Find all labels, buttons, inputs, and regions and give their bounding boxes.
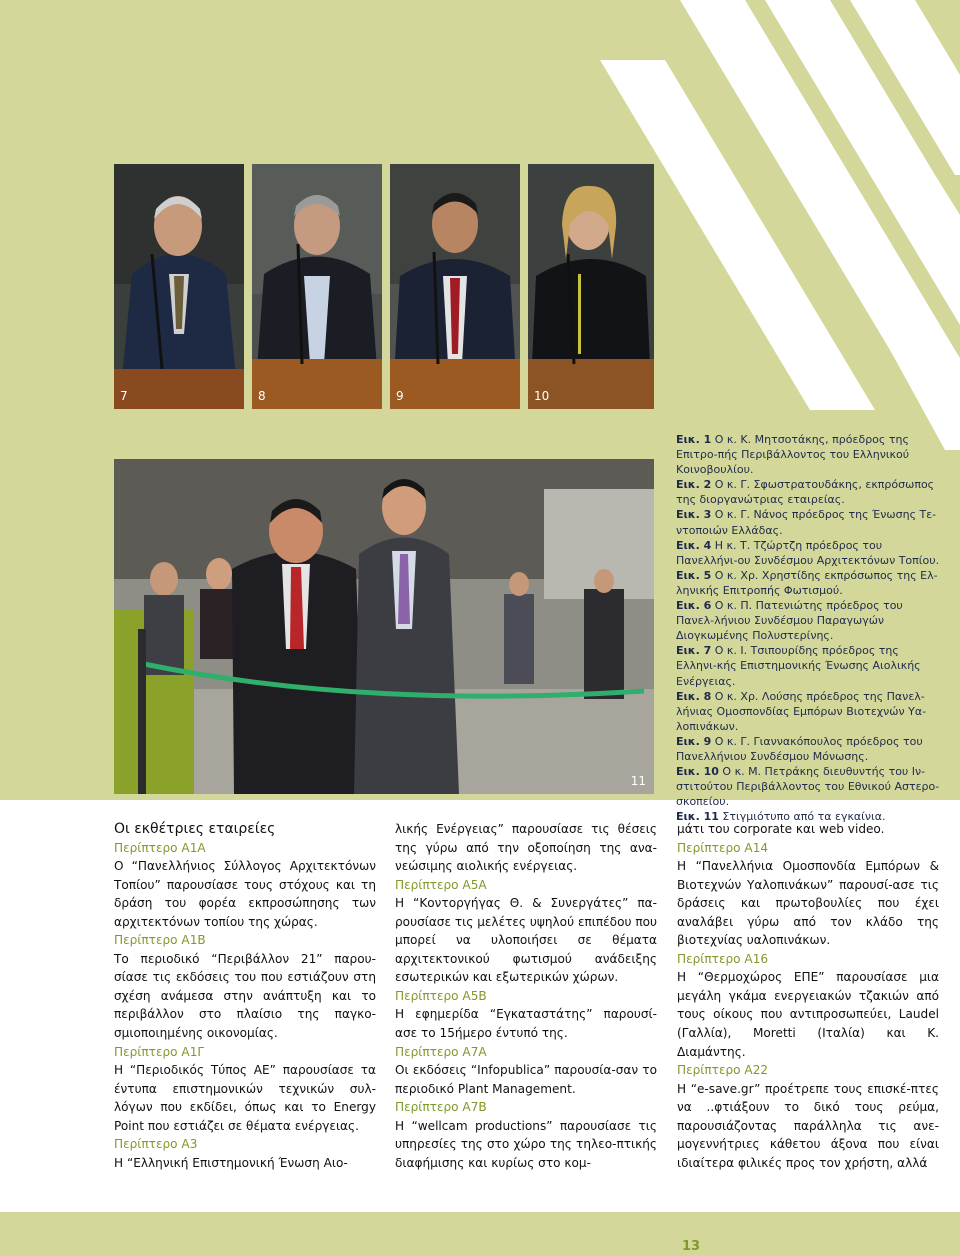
stand-heading: Περίπτερο Α5Β [395, 988, 487, 1003]
photo-speaker-8 [252, 164, 382, 409]
photo-number: 10 [534, 389, 550, 403]
caption-label: Εικ. 2 [676, 478, 712, 492]
caption-label: Εικ. 7 [676, 644, 712, 658]
photo-speaker-7 [114, 164, 244, 409]
caption-text: Ο κ. Γ. Σφωστρατουδάκης, εκπρόσωπος της διοργανώτριας εταιρείας. [676, 478, 935, 507]
article-column-1 [114, 820, 376, 1172]
paragraph: Το περιοδικό “Περιβάλλον 21” παρου-σίασε τις εκδόσεις του που εστιάζουν στη σχέση ανάμεσα στην ανάπτυξη και το περιβάλλον στο πλαίσιο της παγκο-σμιοποιημένης οικονομίας. [114, 951, 376, 1041]
caption-label: Εικ. 10 [676, 765, 719, 779]
page-number: 13 [682, 1239, 701, 1254]
stand-heading: Περίπτερο Α16 [677, 951, 769, 966]
caption [676, 734, 942, 764]
caption-label: Εικ. 3 [676, 508, 712, 522]
photo-number: 9 [396, 389, 404, 403]
photo-number: 11 [630, 774, 646, 788]
stand-heading: Περίπτερο Α3 [114, 1137, 198, 1152]
caption [676, 598, 942, 643]
caption-label: Εικ. 4 [676, 538, 712, 552]
caption [676, 689, 942, 734]
caption-label: Εικ. 6 [676, 599, 712, 613]
photo-number: 8 [258, 389, 266, 403]
caption-text: Ο κ. Χρ. Λούσης πρόεδρος της Πανελ-λήνιας Ομοσπονδίας Εμπόρων Βιοτεχνών Υα-λοπινάκων. [676, 689, 927, 733]
paragraph: Η “Θερμοχώρος ΕΠΕ” παρουσίασε μια μεγάλη γκάμα ενεργειακών τζακιών από τους οίκους που αντιπροσωπεύει, Laudel (Γαλλία), Moretti (Ιταλία) και Κ. Διαμάντης. [677, 970, 939, 1059]
caption [676, 432, 942, 477]
caption-label: Εικ. 5 [676, 568, 712, 582]
article-column-2 [395, 820, 657, 1172]
caption-text: Ο κ. Μ. Πετράκης διευθυντής του Ιν-στιτούτου Περιβάλλοντος του Εθνικού Αστερο-σκοπείου. [676, 765, 940, 809]
caption [676, 477, 942, 507]
paragraph: Ο “Πανελλήνιος Σύλλογος Αρχιτεκτόνων Τοπίου” παρουσίασε τους στόχους και τη δράση του φορέα εκπροσώπησης των αρχιτεκτόνων τοπίου της χώρας. [114, 859, 376, 929]
paragraph: Η “Περιοδικός Τύπος ΑΕ” παρουσίασε τα έντυπα επιστημονικών τεχνικών συλ-λόγων που εκδίδει, όπως και το Energy Point που εστιάζει σε θέματα ενέργειας. [114, 1063, 376, 1133]
stand-heading: Περίπτερο Α5Α [395, 877, 487, 892]
stand-heading: Περίπτερο Α1Α [114, 840, 206, 855]
caption-text: Ο κ. Γ. Γιαννακόπουλος πρόεδρος του Πανελλήνιου Συνδέσμου Μόνωσης. [676, 734, 923, 763]
photo-ribbon-cutting-11 [114, 459, 654, 794]
caption-label: Εικ. 8 [676, 689, 712, 703]
section-heading: Οι εκθέτριες εταιρείες [114, 821, 276, 837]
footer-bar [0, 1212, 960, 1256]
stand-heading: Περίπτερο Α7Α [395, 1044, 487, 1059]
paragraph: λικής Ενέργειας” παρουσίασε τις θέσεις της γύρω από την οξοποίηση της ανα-νεώσιμης αιολικής ενέργειας. [395, 822, 657, 874]
caption [676, 538, 942, 568]
stand-heading: Περίπτερο Α1Γ [114, 1044, 205, 1059]
paragraph: Η “Πανελλήνια Ομοσπονδία Εμπόρων & Βιοτεχνών Υαλοπινάκων” παρουσί-ασε τις δράσεις και πρωτοβουλίες που έχει αναλάβει γύρω από τον κλάδο της βιοτεχνίας υαλοπινάκων. [677, 859, 939, 948]
paragraph: Η “Ελληνική Επιστημονική Ένωση Αιο- [114, 1155, 348, 1170]
caption-text: Η κ. Τ. Τζώρτζη πρόεδρος του Πανελλήνι-ου Συνδέσμου Αρχιτεκτόνων Τοπίου. [676, 538, 940, 567]
paragraph: Η εφημερίδα “Εγκαταστάτης” παρουσί-ασε το 15ήμερο έντυπό της. [395, 1007, 657, 1041]
paragraph: Η “e-save.gr” προέτρεπε τους επισκέ-πτες να ..φτιάξουν το δικό τους ρεύμα, παρουσιάζοντας παράλληλα τις ανε-μογεννήτριες κάθετου άξονα που είναι ιδιαίτερα φιλικές προς τον χρήστη, αλλά [677, 1081, 939, 1170]
caption [676, 507, 942, 537]
stand-heading: Περίπτερο Α14 [677, 840, 769, 855]
paragraph: Η “wellcam productions” παρουσίασε τις υπηρεσίες της στο χώρο της τηλεο-πτικής διαφήμισης και κυρίως στο κομ- [395, 1118, 657, 1170]
caption-text: Ο κ. Κ. Μητσοτάκης, πρόεδρος της Επιτρο-πής Περιβάλλοντος του Ελληνικού Κοινοβουλίου. [676, 433, 910, 477]
paragraph: Η “Κοντοργήγας Θ. & Συνεργάτες” πα-ρουσίασε τις μελέτες υψηλού επιπέδου που μπορεί να υλοποιήσει σε θέματα αρχιτεκτονικού φωτισμού ανάδειξης εσωτερικών και εξωτερικών χώρων. [395, 896, 657, 985]
caption-label: Εικ. 1 [676, 433, 712, 446]
stand-heading: Περίπτερο Α22 [677, 1063, 769, 1078]
caption [676, 764, 942, 809]
caption [676, 643, 942, 688]
caption-text: Ο κ. Χρ. Χρηστίδης εκπρόσωπος της Ελ-ληνικής Επιτροπής Φωτισμού. [676, 568, 938, 597]
caption-text: Ο κ. Γ. Νάνος πρόεδρος της Ένωσης Τε-ντοποιών Ελλάδας. [676, 508, 937, 537]
photo-speaker-10 [528, 164, 654, 409]
caption-text: Ο κ. Π. Πατενιώτης πρόεδρος του Πανελ-λήνιου Συνδέσμου Παραγωγών Διογκωμένης Πολυστερίνης. [676, 599, 903, 643]
caption-text: Στιγμιότυπο από τα εγκαίνια. [718, 810, 886, 824]
photo-captions [676, 432, 942, 824]
caption-label: Εικ. 9 [676, 734, 712, 748]
paragraph: Οι εκδόσεις “Infopublica” παρουσία-σαν το περιοδικό Plant Management. [395, 1063, 657, 1096]
stand-heading: Περίπτερο Α7Β [395, 1100, 487, 1115]
stand-heading: Περίπτερο Α1Β [114, 933, 206, 948]
caption-text: Ο κ. Ι. Τσιπουρίδης πρόεδρος της Ελληνι-κής Επιστημονικής Ένωσης Αιολικής Ενέργειας. [676, 644, 921, 688]
paragraph: μάτι του corporate και web video. [677, 822, 885, 836]
photo-number: 7 [120, 389, 128, 403]
photo-speaker-9 [390, 164, 520, 409]
caption [676, 568, 942, 598]
article-column-3 [677, 820, 939, 1172]
caption-label: Εικ. 11 [676, 810, 719, 824]
